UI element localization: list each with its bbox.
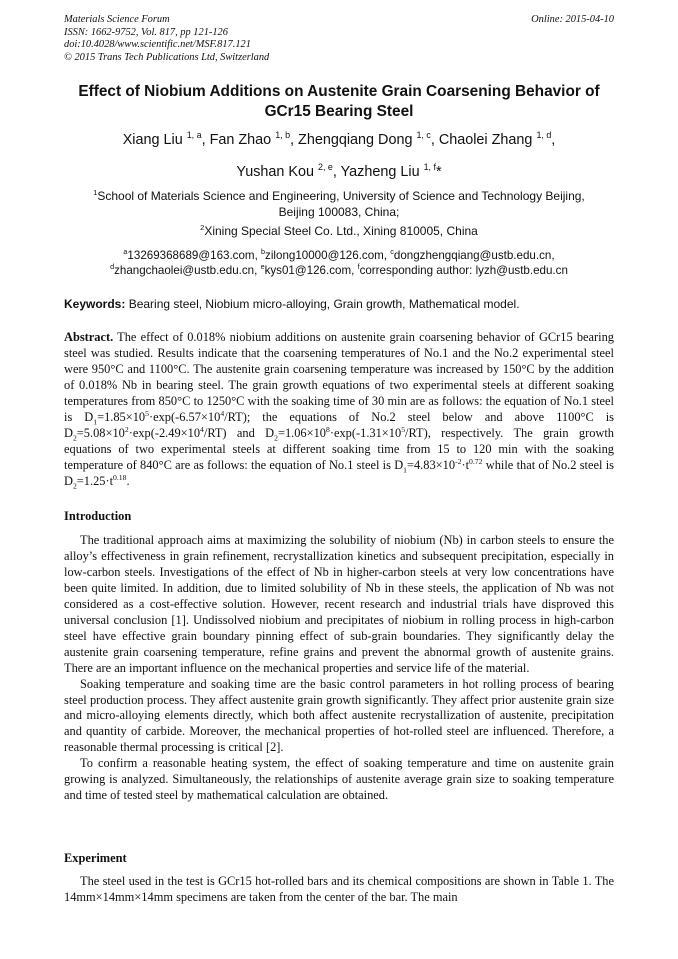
- email-d: zhangchaolei@ustb.edu.cn,: [114, 264, 258, 277]
- paragraph: Soaking temperature and soaking time are the basic control parameters in hot rolling process of bearing steel production process. They affect austenite grain growth significantly. They affect prior austenite grain size and micro-alloying elements directly, which both affect austenite recrystallization of austenite, precipitation and quantity of carbide. Moreover, the mechanical properties of hot-rolled steel are influenced. Therefore, a reasonable thermal processing is critical [2].: [64, 676, 614, 755]
- author-name: Fan Zhao: [209, 132, 272, 148]
- paragraph: The steel used in the test is GCr15 hot-rolled bars and its chemical compositions are shown in Table 1. The 14mm×14mm×14mm specimens are taken from the center of the bar. The main: [64, 874, 614, 904]
- section-heading-introduction: Introduction: [64, 509, 132, 523]
- paper-title: [60, 82, 618, 122]
- author-affil-marker: 1, f: [423, 162, 436, 173]
- affiliation-1-line-1: School of Materials Science and Engineering, University of Science and Technology Beijing,: [97, 189, 585, 203]
- title-line-2: GCr15 Bearing Steel: [264, 103, 414, 120]
- affiliation-1: [64, 188, 614, 220]
- keywords: [64, 296, 614, 312]
- author-affil-marker: 1, d: [536, 130, 552, 141]
- email-list: $^a$13269368689@163.com, $^b$zilong10000@126.com, $^c$dongzhengqiang@ustb.edu.cn, $^d$zhangchaolei@ustb.edu.cn, $^e$kys01@126.com, $^f$corresponding author: lyzh@ustb.edu.cn: [110, 247, 568, 277]
- author-list-line-1: Xiang Liu $^{1, a}$, Fan Zhao $^{1, b}$, Zhengqiang Dong $^{1, c}$, Chaolei Zhang $^{1, d}$,: [122, 130, 556, 148]
- author-name: Chaolei Zhang: [438, 132, 533, 148]
- affiliation-2: [64, 223, 614, 239]
- keywords-text: Bearing steel, Niobium micro-alloying, Grain growth, Mathematical model.: [128, 297, 520, 311]
- author-name: Xiang Liu: [122, 132, 183, 148]
- section-heading-experiment: Experiment: [64, 851, 127, 865]
- paragraph: To confirm a reasonable heating system, the effect of soaking temperature and time on austenite grain growing is analyzed. Simultaneously, the relationships of austenite average grain size to soaking temperature and time of tested steel by mathematical calculation are obtained.: [64, 756, 614, 803]
- email-e: kys01@126.com,: [264, 264, 355, 277]
- online-date: Online: 2015-04-10: [531, 14, 614, 25]
- paragraph: The traditional approach aims at maximizing the solubility of niobium (Nb) in carbon steels to ensure the alloy’s effectiveness in grain refinement, recrystallization kinetics and subsequent precipitation, especially in low-carbon steels. Investigations of the effect of Nb in higher-carbon steels at very low concentrations have been quite limited. In addition, due to limited solubility of Nb in these steels, the application of Nb was not considered as a cost-effective solution. However, recent research and industrial trials have disproved this universal conclusion [1]. Undissolved niobium and precipitates of niobium in rolling process in high-carbon steel have effective grain boundary pinning effect of sub-grain boundaries. They significantly delay the austenite grain coarsening temperature, refine grains and prevent the abnormal growth of austenite grains. There are an important influence on the mechanical properties and service life of the material.: [64, 533, 614, 675]
- corresponding-author-mark: *: [435, 164, 442, 180]
- author-name: Zhengqiang Dong: [298, 132, 413, 148]
- introduction-body: [64, 533, 614, 804]
- email-f: corresponding author: lyzh@ustb.edu.cn: [359, 264, 568, 277]
- issn-line: ISSN: 1662-9752, Vol. 817, pp 121-126: [64, 26, 228, 38]
- journal-header: [64, 14, 269, 64]
- affiliation-marker: 2: [200, 223, 205, 232]
- author-affil-marker: 1, c: [416, 130, 431, 141]
- author-name: Yushan Kou: [236, 164, 315, 180]
- email-b: zilong10000@126.com,: [265, 249, 388, 262]
- copyright-line: © 2015 Trans Tech Publications Ltd, Switzerland: [64, 51, 270, 63]
- abstract: Abstract. The effect of 0.018% niobium additions on austenite grain coarsening behavior of GCr15 bearing steel was studied. Results indicate that the coarsening temperatures of No.1 and the No.2 experimental steel were 950°C and 1100°C. The austenite grain coarsening temperature was increased by 150°C by the addition of 0.018% Nb in bearing steel. The grain growth equations of two experimental steels at different soaking temperatures from 850°C to 1250°C with the soaking time of 30 min are as follows: the equation of No.1 steel is $D_1=1.85\times 10^5\cdot\exp(-6.57\times 10^4/RT)$; the equations of No.2 steel below and above 1100°C is $D_2=5.08\times 10^2\cdot\exp(-2.49\times 10^4/RT)$ and $D_2=1.06\times 10^8\cdot\exp(-1.31\times 10^5/RT)$, respectively. The grain growth equations of two experimental steels at different soaking time from 15 to 120 min with the soaking temperature of 840°C are as follows: the equation of No.1 steel is $D_1=4.83\times 10^{-2}\cdot t^{0.72}$ while that of No.2 steel is $D_2=1.25\cdot t^{0.18}$.: [64, 330, 615, 491]
- author-list-line-2: Yushan Kou $^{2, e}$, Yazheng Liu $^{1, f}$*: [236, 162, 442, 180]
- affiliation-marker: 1: [93, 188, 98, 197]
- author-affil-marker: 1, b: [275, 130, 291, 141]
- journal-name: Materials Science Forum: [64, 14, 170, 25]
- affiliation-1-line-2: Beijing 100083, China;: [278, 205, 400, 219]
- affiliation-2-text: Xining Special Steel Co. Ltd., Xining 810005, China: [204, 224, 478, 238]
- author-name: Yazheng Liu: [340, 164, 420, 180]
- author-affil-marker: 2, e: [318, 162, 333, 173]
- author-affil-marker: 1, a: [186, 130, 202, 141]
- keywords-label: Keywords:: [64, 297, 126, 311]
- doi-line: doi:10.4028/www.scientific.net/MSF.817.121: [64, 39, 251, 50]
- email-a: 13269368689@163.com,: [127, 249, 258, 262]
- email-c: dongzhengqiang@ustb.edu.cn,: [393, 249, 555, 262]
- title-line-1: Effect of Niobium Additions on Austenite Grain Coarsening Behavior of: [78, 83, 600, 100]
- experiment-body: [64, 874, 614, 906]
- abstract-label: Abstract.: [64, 330, 114, 344]
